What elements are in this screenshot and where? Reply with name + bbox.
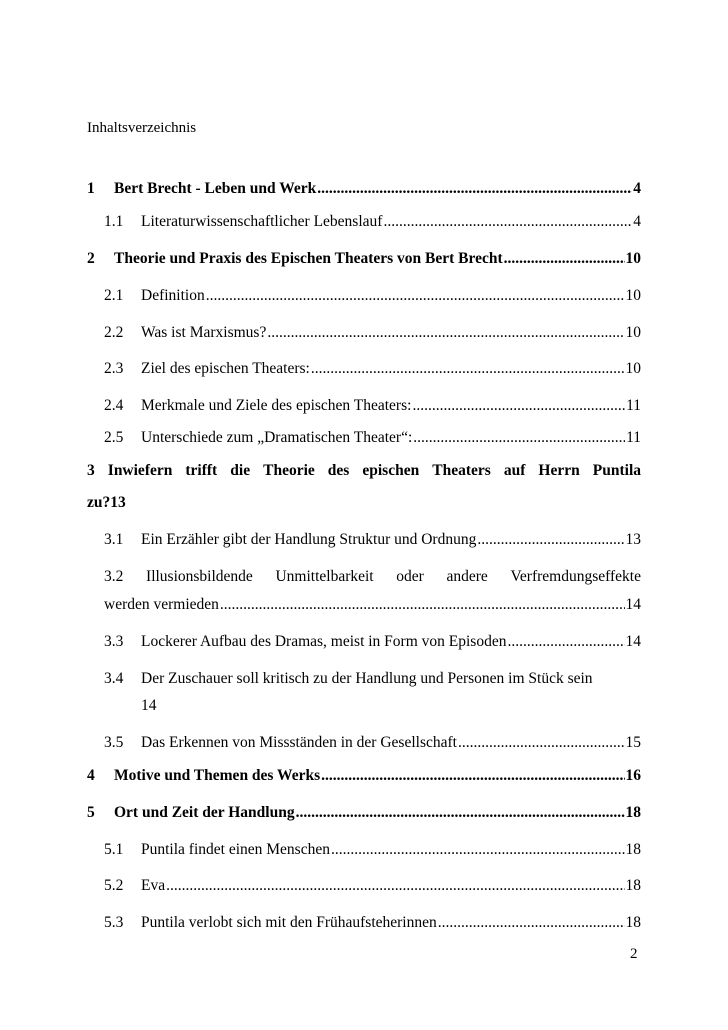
entry-number: 3.1	[104, 531, 124, 548]
entry-number: 2.4	[104, 397, 124, 414]
entry-number: 3.4	[104, 670, 124, 687]
toc-entry-3-1[interactable]	[104, 531, 641, 549]
toc-entry-2[interactable]	[87, 250, 641, 268]
dot-leader	[206, 287, 625, 305]
dot-leader	[504, 250, 625, 268]
entry-page: 10	[625, 250, 641, 267]
entry-page: 18	[625, 877, 641, 894]
entry-word: andere	[446, 568, 488, 585]
entry-number: 2.3	[104, 360, 124, 377]
toc-entry-3-2-continuation	[104, 596, 641, 614]
entry-word: Theaters	[432, 462, 491, 479]
entry-text: Puntila verlobt sich mit den Frühaufsteherinnen	[141, 914, 437, 931]
entry-number: 5.2	[104, 877, 124, 894]
entry-word: die	[230, 462, 251, 479]
entry-number: 3.5	[104, 734, 124, 751]
entry-page: 14	[625, 596, 641, 613]
entry-text: Puntila findet einen Menschen	[141, 841, 330, 858]
entry-number: 1.1	[104, 213, 124, 230]
dot-leader	[413, 429, 625, 447]
entry-text: Lockerer Aufbau des Dramas, meist in Form von Episoden	[141, 633, 507, 650]
entry-text: Ort und Zeit der Handlung	[114, 804, 295, 821]
entry-word: Inwiefern	[107, 462, 173, 479]
entry-text: Ein Erzähler gibt der Handlung Struktur und Ordnung	[141, 531, 477, 548]
dot-leader	[412, 397, 625, 415]
toc-entry-3-continuation	[87, 494, 126, 512]
entry-text: Bert Brecht - Leben und Werk	[114, 180, 317, 197]
dot-leader	[458, 734, 625, 752]
toc-entry-5-3[interactable]	[104, 914, 641, 932]
toc-entry-3-3[interactable]	[104, 633, 641, 651]
entry-page: 15	[625, 734, 641, 751]
entry-word: oder	[396, 568, 424, 585]
toc-entry-1[interactable]	[87, 180, 641, 198]
entry-word: Illusionsbildende	[146, 568, 253, 585]
entry-number: 3	[87, 462, 95, 479]
entry-page: 18	[625, 914, 641, 931]
entry-text: Was ist Marxismus?	[141, 324, 267, 341]
toc-entry-2-2[interactable]	[104, 324, 641, 342]
dot-leader	[331, 841, 625, 859]
entry-text: Merkmale und Ziele des epischen Theaters:	[141, 397, 412, 414]
entry-page: 11	[626, 429, 641, 446]
entry-text: Literaturwissenschaftlicher Lebenslauf	[141, 213, 383, 230]
entry-text-continued: zu?	[87, 494, 111, 511]
entry-text: Definition	[141, 287, 205, 304]
dot-leader	[220, 596, 625, 614]
toc-entry-2-4[interactable]	[104, 397, 641, 415]
dot-leader	[296, 804, 625, 822]
page-number: 2	[630, 946, 638, 962]
entry-word: Verfremdungseffekte	[510, 568, 641, 585]
toc-entry-3-2[interactable]	[104, 568, 641, 586]
entry-text: Ziel des epischen Theaters:	[141, 360, 310, 377]
entry-number: 2.1	[104, 287, 124, 304]
entry-word: des	[327, 462, 350, 479]
entry-number: 4	[87, 767, 95, 784]
toc-entry-4[interactable]	[87, 767, 641, 785]
entry-page: 10	[625, 324, 641, 341]
toc-entry-5-2[interactable]	[104, 877, 641, 895]
entry-word: trifft	[185, 462, 218, 479]
toc-entry-2-3[interactable]	[104, 360, 641, 378]
dot-leader	[383, 213, 632, 231]
entry-word: Unmittelbarkeit	[275, 568, 374, 585]
entry-page: 18	[625, 841, 641, 858]
entry-text: Das Erkennen von Missständen in der Gesellschaft	[141, 734, 457, 751]
entry-number: 5.1	[104, 841, 124, 858]
toc-entry-3-4[interactable]	[104, 670, 593, 688]
toc-entry-3[interactable]	[87, 462, 641, 480]
dot-leader	[507, 633, 624, 651]
entry-page: 10	[625, 287, 641, 304]
entry-page: 16	[625, 767, 641, 784]
entry-page: 4	[633, 213, 641, 230]
entry-page: 14	[141, 697, 157, 714]
entry-word: auf	[503, 462, 526, 479]
entry-text: Theorie und Praxis des Epischen Theaters von Bert Brecht	[114, 250, 503, 267]
toc-entry-2-5[interactable]	[104, 429, 641, 447]
toc-entry-2-1[interactable]	[104, 287, 641, 305]
entry-number: 5	[87, 804, 95, 821]
entry-text: Unterschiede zum „Dramatischen Theater“:	[141, 429, 413, 446]
entry-word: epischen	[362, 462, 420, 479]
entry-text: Eva	[141, 877, 166, 894]
toc-entry-1-1[interactable]	[104, 213, 641, 231]
toc-entry-5-1[interactable]	[104, 841, 641, 859]
entry-number: 3.3	[104, 633, 124, 650]
dot-leader	[267, 324, 624, 342]
entry-page: 4	[633, 180, 641, 197]
dot-leader	[438, 914, 625, 932]
entry-word: Herrn	[538, 462, 580, 479]
entry-page: 13	[625, 531, 641, 548]
entry-page: 10	[625, 360, 641, 377]
dot-leader	[311, 360, 625, 378]
entry-page: 13	[110, 494, 126, 511]
toc-entry-3-5[interactable]	[104, 734, 641, 752]
entry-page: 14	[625, 633, 641, 650]
entry-text-continued: werden vermieden	[104, 596, 219, 613]
toc-title: Inhaltsverzeichnis	[87, 120, 197, 136]
entry-page: 11	[626, 397, 641, 414]
dot-leader	[317, 180, 632, 198]
entry-number: 5.3	[104, 914, 124, 931]
toc-entry-3-4-page	[141, 697, 157, 715]
entry-number: 2.2	[104, 324, 124, 341]
entry-number: 3.2	[104, 568, 124, 585]
entry-word: Theorie	[263, 462, 315, 479]
dot-leader	[166, 877, 624, 895]
dot-leader	[477, 531, 624, 549]
entry-text: Der Zuschauer soll kritisch zu der Handlung und Personen im Stück sein	[141, 670, 593, 687]
entry-number: 1	[87, 180, 95, 197]
entry-number: 2.5	[104, 429, 124, 446]
toc-entry-5[interactable]	[87, 804, 641, 822]
entry-number: 2	[87, 250, 95, 267]
entry-page: 18	[625, 804, 641, 821]
dot-leader	[321, 767, 624, 785]
entry-text: Motive und Themen des Werks	[114, 767, 321, 784]
entry-word: Puntila	[592, 462, 641, 479]
